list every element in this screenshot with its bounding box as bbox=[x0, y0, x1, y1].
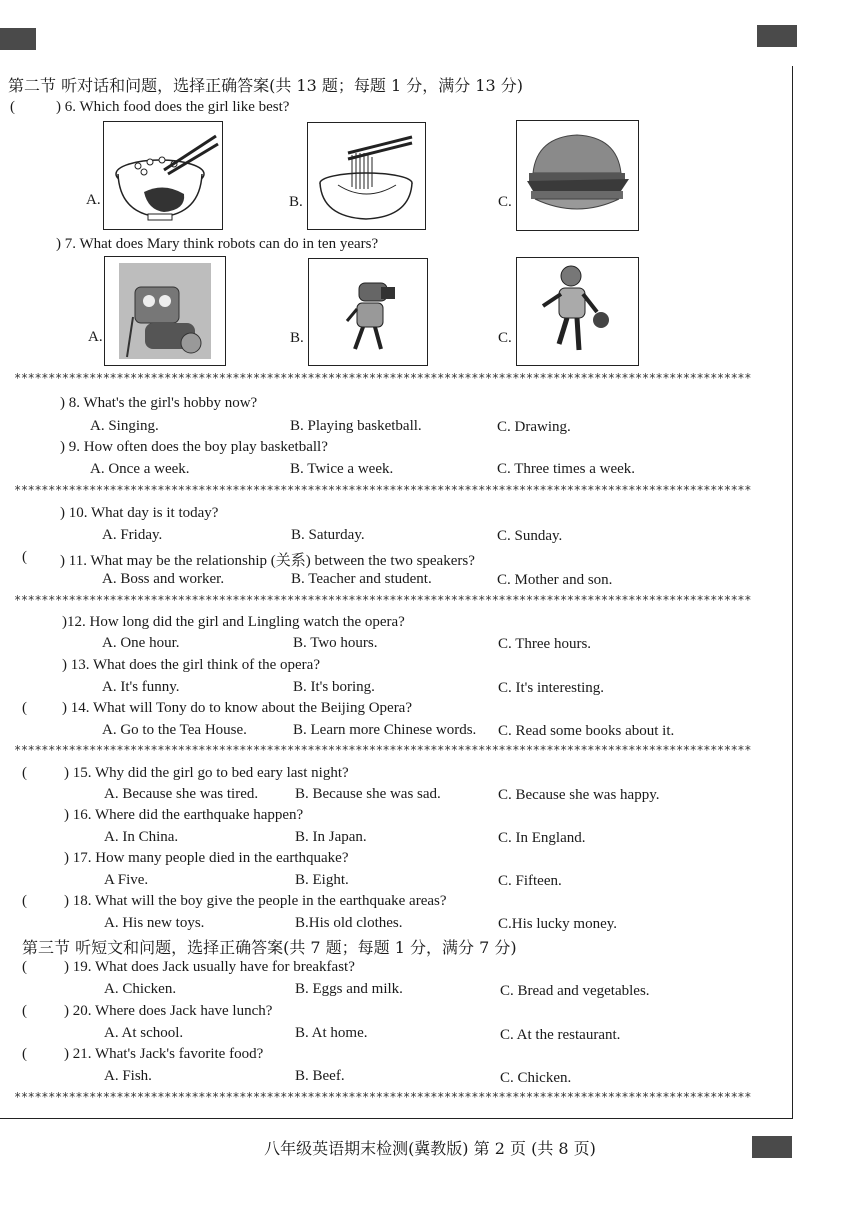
q14-option-b: B. Learn more Chinese words. bbox=[293, 722, 477, 738]
question-14: ) 14. What will Tony do to know about the Beijing Opera? bbox=[62, 700, 413, 716]
q16-option-c: C. In England. bbox=[498, 830, 586, 846]
question-8: ) 8. What's the girl's hobby now? bbox=[60, 395, 258, 411]
answer-paren: ( bbox=[10, 99, 15, 115]
q13-option-a: A. It's funny. bbox=[102, 679, 180, 695]
question-15: ) 15. Why did the girl go to bed eary last night? bbox=[64, 765, 349, 781]
q18-option-a: A. His new toys. bbox=[104, 915, 205, 931]
q11-option-c: C. Mother and son. bbox=[497, 572, 613, 588]
cleaning-robot-image bbox=[104, 256, 226, 366]
question-16: ) 16. Where did the earthquake happen? bbox=[64, 807, 304, 823]
q10-option-b: B. Saturday. bbox=[291, 527, 365, 543]
question-13: ) 13. What does the girl think of the opera? bbox=[62, 657, 320, 673]
rice-bowl-image bbox=[103, 121, 223, 230]
question-9: ) 9. How often does the boy play basketball? bbox=[60, 439, 328, 455]
q8-option-c: C. Drawing. bbox=[497, 419, 571, 435]
q12-option-a: A. One hour. bbox=[102, 635, 180, 651]
answer-paren: ( bbox=[22, 700, 27, 716]
question-20: ) 20. Where does Jack have lunch? bbox=[64, 1003, 273, 1019]
question-19: ) 19. What does Jack usually have for breakfast? bbox=[64, 959, 355, 975]
q9-option-c: C. Three times a week. bbox=[497, 461, 636, 477]
answer-paren: ( bbox=[22, 1003, 27, 1019]
hamburger-image bbox=[516, 120, 639, 231]
q19-option-a: A. Chicken. bbox=[104, 981, 177, 997]
section2-heading: 第二节 听对话和问题，选择正确答案(共 13 题；每题 1 分，满分 13 分) bbox=[8, 76, 523, 95]
noodles-image bbox=[307, 122, 426, 230]
question-12: )12. How long did the girl and Lingling watch the opera? bbox=[62, 614, 405, 630]
q9-option-b: B. Twice a week. bbox=[290, 461, 394, 477]
q15-option-c: C. Because she was happy. bbox=[498, 787, 660, 803]
question-11: ) 11. What may be the relationship (关系) between the two speakers? bbox=[60, 553, 475, 569]
q19-option-b: B. Eggs and milk. bbox=[295, 981, 403, 997]
q21-option-c: C. Chicken. bbox=[500, 1070, 572, 1086]
q7-label-b: B. bbox=[290, 330, 304, 346]
q7-label-a: A. bbox=[88, 329, 103, 345]
question-10: ) 10. What day is it today? bbox=[60, 505, 219, 521]
q13-option-c: C. It's interesting. bbox=[498, 680, 605, 696]
q16-option-a: A. In China. bbox=[104, 829, 179, 845]
q6-label-a: A. bbox=[86, 192, 101, 208]
q15-option-a: A. Because she was tired. bbox=[104, 786, 259, 802]
q17-option-c: C. Fifteen. bbox=[498, 873, 562, 889]
basketball-robot-image bbox=[516, 257, 639, 366]
q7-label-c: C. bbox=[498, 330, 512, 346]
q12-option-b: B. Two hours. bbox=[293, 635, 378, 651]
page-footer: 八年级英语期末检测(冀教版) 第 2 页 (共 8 页) bbox=[264, 1139, 596, 1158]
q13-option-b: B. It's boring. bbox=[293, 679, 375, 695]
q12-option-c: C. Three hours. bbox=[498, 636, 592, 652]
q18-option-c: C.His lucky money. bbox=[498, 916, 618, 932]
registration-mark-top-left bbox=[0, 28, 36, 50]
q11-option-b: B. Teacher and student. bbox=[291, 571, 432, 587]
question-7: ) 7. What does Mary think robots can do in ten years? bbox=[56, 236, 379, 252]
question-17: ) 17. How many people died in the earthquake? bbox=[64, 850, 349, 866]
q17-option-a: A Five. bbox=[104, 872, 149, 888]
separator: ************************************************************************************************************ bbox=[14, 372, 752, 384]
q19-option-c: C. Bread and vegetables. bbox=[500, 983, 650, 999]
separator: ************************************************************************************************************ bbox=[14, 1091, 752, 1103]
answer-paren: ( bbox=[22, 765, 27, 781]
q20-option-c: C. At the restaurant. bbox=[500, 1027, 621, 1043]
q6-label-b: B. bbox=[289, 194, 303, 210]
q14-option-a: A. Go to the Tea House. bbox=[102, 722, 247, 738]
q9-option-a: A. Once a week. bbox=[90, 461, 190, 477]
section3-heading: 第三节 听短文和问题，选择正确答案(共 7 题；每题 1 分，满分 7 分) bbox=[22, 938, 517, 957]
q16-option-b: B. In Japan. bbox=[295, 829, 367, 845]
q10-option-a: A. Friday. bbox=[102, 527, 163, 543]
q6-label-c: C. bbox=[498, 194, 512, 210]
q8-option-b: B. Playing basketball. bbox=[290, 418, 422, 434]
registration-mark-top-right bbox=[757, 25, 797, 47]
answer-paren: ( bbox=[22, 1046, 27, 1062]
q11-option-a: A. Boss and worker. bbox=[102, 571, 225, 587]
q20-option-a: A. At school. bbox=[104, 1025, 184, 1041]
answer-paren: ( bbox=[22, 959, 27, 975]
separator: ************************************************************************************************************ bbox=[14, 484, 752, 496]
answer-paren: ( bbox=[22, 549, 27, 565]
q18-option-b: B.His old clothes. bbox=[295, 915, 403, 931]
q20-option-b: B. At home. bbox=[295, 1025, 368, 1041]
q15-option-b: B. Because she was sad. bbox=[295, 786, 441, 802]
q17-option-b: B. Eight. bbox=[295, 872, 349, 888]
q8-option-a: A. Singing. bbox=[90, 418, 159, 434]
question-6: ) 6. Which food does the girl like best? bbox=[56, 99, 290, 115]
q21-option-b: B. Beef. bbox=[295, 1068, 345, 1084]
q10-option-c: C. Sunday. bbox=[497, 528, 563, 544]
separator: ************************************************************************************************************ bbox=[14, 744, 752, 756]
q21-option-a: A. Fish. bbox=[104, 1068, 152, 1084]
answer-paren: ( bbox=[22, 893, 27, 909]
question-18: ) 18. What will the boy give the people in the earthquake areas? bbox=[64, 893, 447, 909]
separator: ************************************************************************************************************ bbox=[14, 594, 752, 606]
walking-robot-image bbox=[308, 258, 428, 366]
q14-option-c: C. Read some books about it. bbox=[498, 723, 675, 739]
question-21: ) 21. What's Jack's favorite food? bbox=[64, 1046, 264, 1062]
